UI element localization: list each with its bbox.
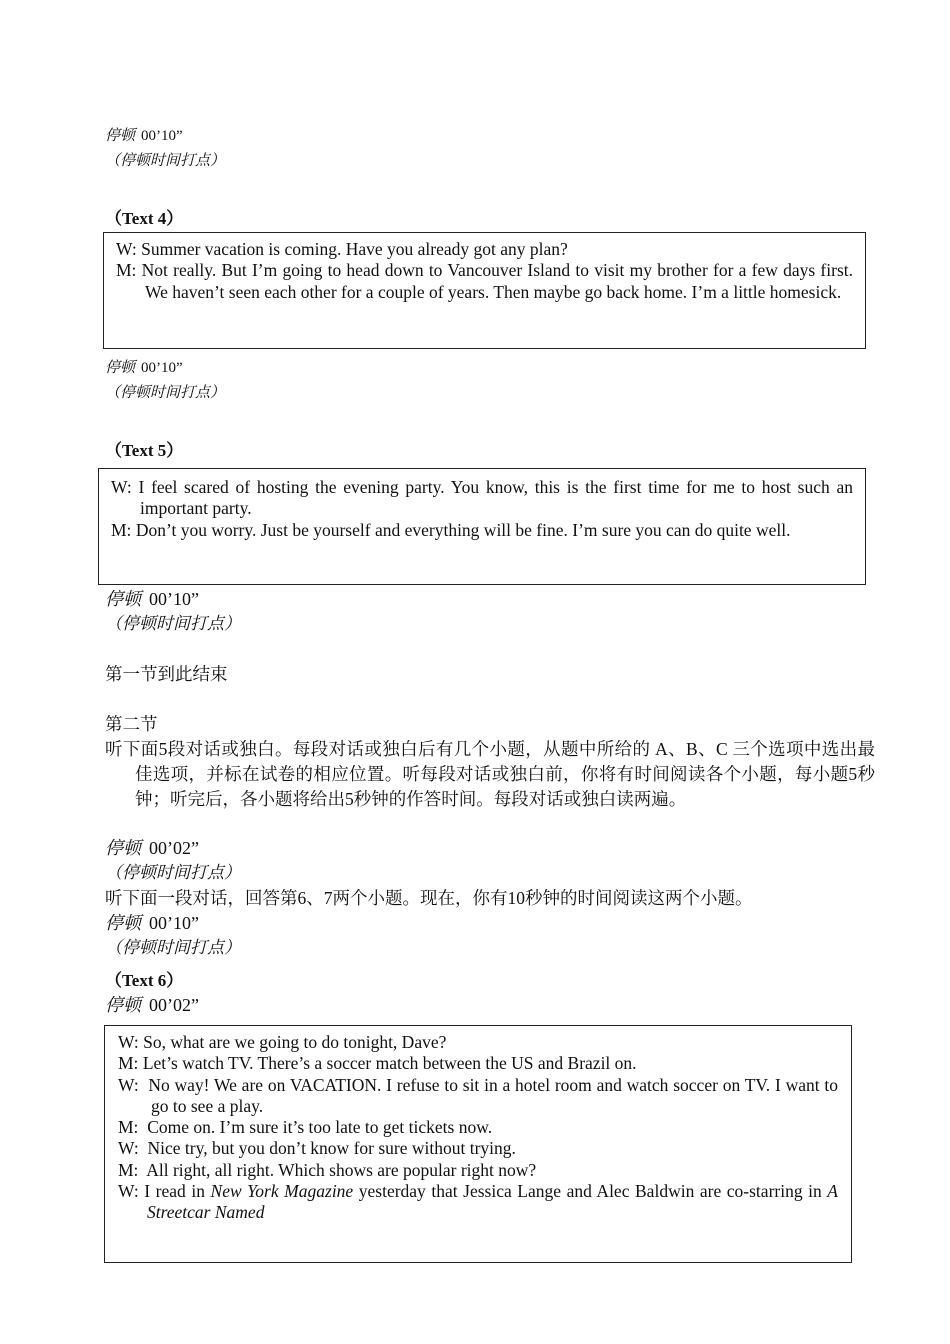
speaker-label: M:: [118, 1159, 139, 1180]
pause-time: 00’10”: [141, 128, 183, 144]
pause-mark: （停顿时间打点）: [105, 863, 241, 882]
pause-label: 停顿: [105, 360, 136, 376]
dialogue-line: [118, 1160, 838, 1181]
dialogue-line: [111, 477, 853, 520]
pause-mark: （停顿时间打点）: [105, 153, 226, 169]
speaker-label: W:: [118, 1032, 139, 1052]
dialogue-text: Summer vacation is coming. Have you already got any plan?: [141, 239, 568, 259]
dialogue-text: I feel scared of hosting the evening party. You know, this is the first time for me to host such an important party.: [138, 477, 854, 519]
speaker-label: W:: [116, 239, 137, 259]
text6-dialogue-box: [104, 1025, 852, 1263]
dialogue-line: [118, 1075, 838, 1118]
pause-line: [105, 993, 199, 1017]
dialogue-line: [118, 1032, 838, 1053]
section2-instructions: 听下面5段对话或独白。每段对话或独白后有几个小题，从题中所给的 A、B、C 三个选项中选出最佳选项，并标在试卷的相应位置。听每段对话或独白前，你将有时间阅读各个小题，每小题5秒钟；听完后，各小题将给出5秒钟的作答时间。每段对话或独白读两遍。: [105, 739, 875, 809]
dialogue-text: No way! We are on VACATION. I refuse to sit in a hotel room and watch soccer on TV. I want to go to see a play.: [148, 1074, 838, 1116]
dialogue-line: [118, 1181, 838, 1224]
pause-mark: （停顿时间打点）: [105, 614, 241, 633]
pause-mark: （停顿时间打点）: [105, 385, 226, 401]
text4-dialogue-box: [103, 232, 866, 349]
pause-label: 停顿: [105, 995, 141, 1015]
dialogue-text: So, what are we going to do tonight, Dave?: [143, 1032, 447, 1052]
pause-time: 00’10”: [149, 589, 199, 609]
speaker-label: W:: [118, 1181, 139, 1202]
pause-line: [105, 587, 199, 611]
text4-heading: （Text 4）: [105, 209, 184, 228]
text6-heading: （Text 6）: [105, 971, 184, 990]
dialogue-text: yesterday that Jessica Lange and Alec Baldwin are co-starring in: [353, 1181, 828, 1202]
pause-label: 停顿: [105, 128, 136, 144]
pause-label: 停顿: [105, 838, 141, 858]
dialogue-text: Nice try, but you don’t know for sure without trying.: [147, 1138, 516, 1159]
speaker-label: W:: [111, 477, 132, 497]
speaker-label: M:: [116, 260, 137, 281]
text5-heading: （Text 5）: [105, 441, 184, 460]
text5-dialogue-box: [98, 468, 866, 585]
dialogue-text: Come on. I’m sure it’s too late to get tickets now.: [147, 1117, 493, 1138]
pause-label: 停顿: [105, 589, 141, 609]
listen-prompt: 听下面一段对话，回答第6、7两个小题。现在，你有10秒钟的时间阅读这两个小题。: [105, 888, 753, 908]
section2-title: 第二节: [105, 714, 158, 734]
pause-line: [105, 911, 199, 935]
speaker-label: M:: [118, 1053, 139, 1074]
dialogue-line: [118, 1117, 838, 1138]
pause-time: 00’10”: [141, 360, 183, 376]
pause-time: 00’10”: [149, 913, 199, 933]
pause-time: 00’02”: [149, 995, 199, 1015]
speaker-label: M:: [118, 1117, 139, 1138]
dialogue-line: [116, 239, 853, 260]
dialogue-line: [111, 520, 853, 541]
pause-label: 停顿: [105, 913, 141, 933]
pause-line: [105, 126, 183, 146]
dialogue-line: [116, 260, 853, 303]
pause-line: [105, 358, 183, 378]
dialogue-text: Let’s watch TV. There’s a soccer match between the US and Brazil on.: [142, 1053, 637, 1074]
dialogue-text: All right, all right. Which shows are popular right now?: [146, 1159, 537, 1180]
dialogue-text: I read in: [144, 1181, 211, 1202]
magazine-title: New York Magazine: [210, 1181, 354, 1202]
speaker-label: M:: [111, 519, 132, 540]
play-title: A Streetcar Named: [147, 1181, 838, 1223]
pause-time: 00’02”: [149, 838, 199, 858]
dialogue-line: [118, 1138, 838, 1159]
pause-mark: （停顿时间打点）: [105, 938, 241, 957]
dialogue-text: Not really. But I’m going to head down to Vancouver Island to visit my brother for a few days first. We haven’t seen each other for a couple of years. Then maybe go back home. I’m a little homesick.: [141, 260, 853, 302]
speaker-label: W:: [118, 1074, 139, 1095]
section1-end: 第一节到此结束: [105, 664, 228, 684]
pause-line: [105, 836, 199, 860]
dialogue-text: Don’t you worry. Just be yourself and everything will be fine. I’m sure you can do quite well.: [135, 519, 791, 540]
speaker-label: W:: [118, 1138, 139, 1159]
dialogue-line: [118, 1053, 838, 1074]
